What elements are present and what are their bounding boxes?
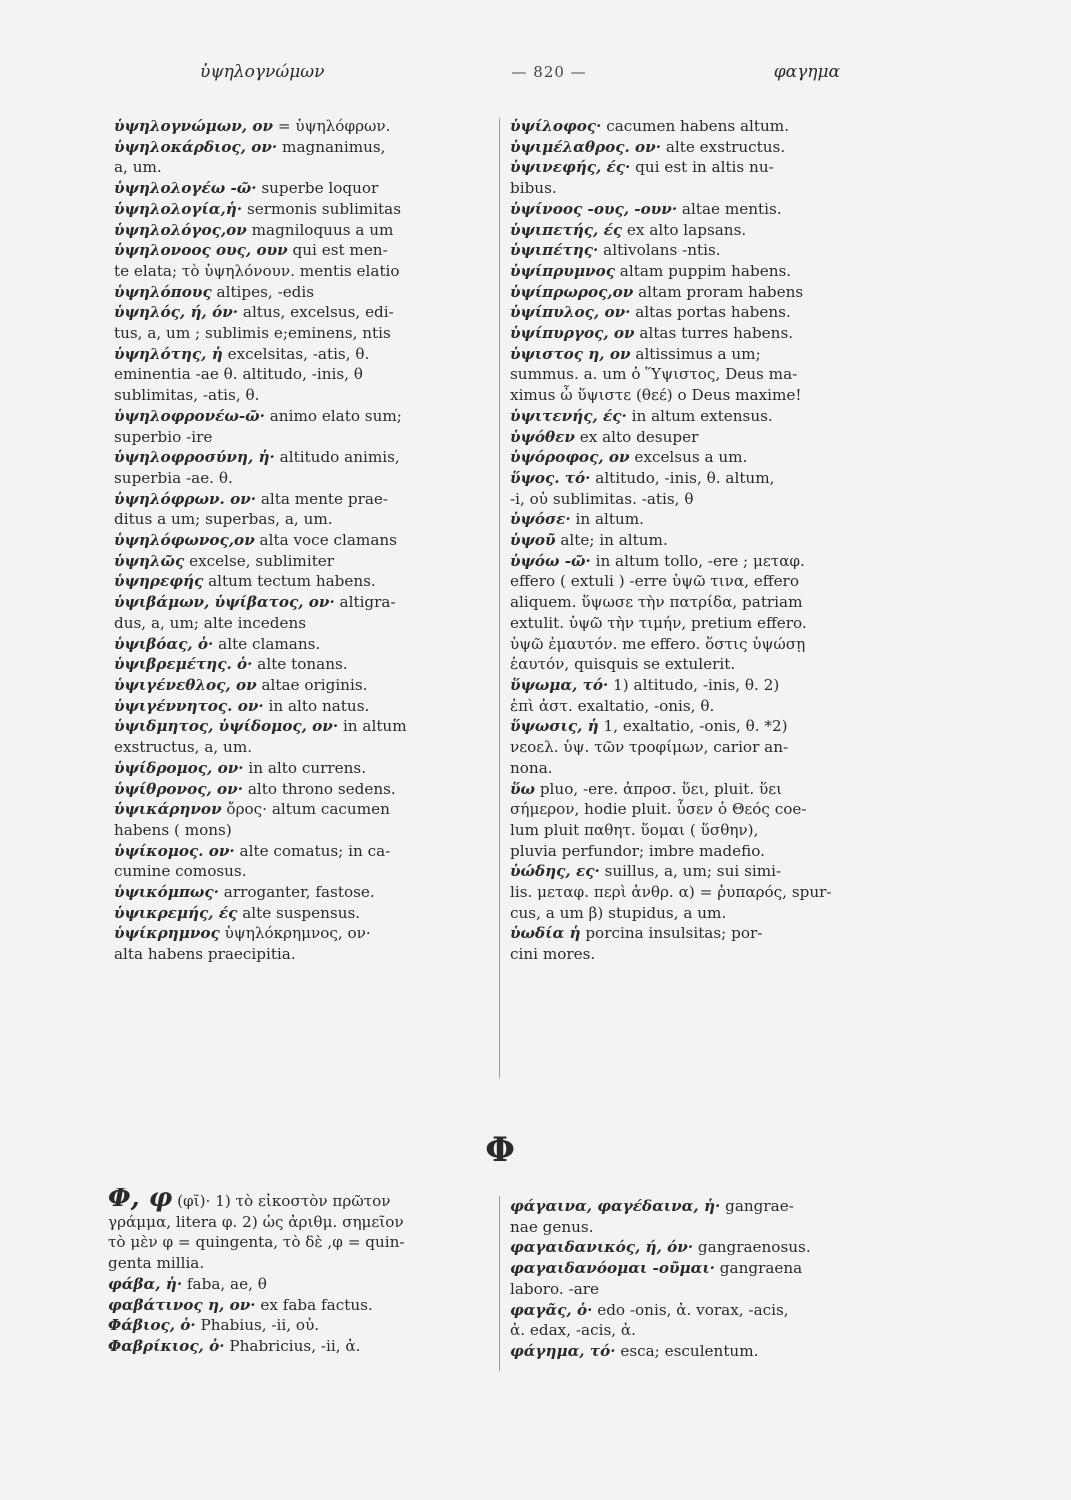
entry-line	[114, 613, 494, 634]
entry-line	[510, 675, 885, 696]
entry-line	[114, 199, 494, 220]
entry-line	[510, 1196, 885, 1217]
column-divider	[499, 118, 500, 1078]
headword: ὑψίκομος. ον·	[114, 841, 235, 860]
entry-line	[510, 385, 885, 406]
entry-line	[114, 820, 494, 841]
entry-line	[114, 634, 494, 655]
headword: ὑψοῦ	[510, 531, 556, 550]
definition: gangraenosus.	[693, 1238, 811, 1257]
entry-line	[510, 820, 885, 841]
definition: gangrae-	[720, 1197, 794, 1215]
entry-line	[510, 509, 885, 530]
headword: ὑψηλογνώμων, ον	[114, 117, 274, 135]
definition: superbe loquor	[256, 179, 379, 198]
left-column-bottom	[108, 1188, 490, 1357]
entry-line	[114, 675, 494, 696]
entry-line	[114, 944, 494, 965]
entry-line	[510, 944, 885, 965]
entry-line	[510, 571, 885, 592]
definition: altivolans -ntis.	[598, 241, 721, 260]
definition: alte suspensus.	[237, 903, 361, 922]
entry-line	[510, 1341, 885, 1362]
definition: Phabius, -ii, οὐ.	[195, 1316, 320, 1335]
definition: laboro. -are	[510, 1279, 600, 1298]
definition: altas portas habens.	[630, 303, 791, 322]
entry-line	[510, 1320, 885, 1341]
entry-line	[114, 696, 494, 717]
entry-line	[510, 1217, 885, 1238]
definition: gangraena	[714, 1259, 803, 1278]
section-letter: Φ	[485, 1130, 515, 1170]
entry-line	[114, 364, 494, 385]
headword: ὑψηλός, ή, όν·	[114, 303, 239, 322]
definition: σήμερον, hodie pluit. ὗσεν ὁ Θεός coe-	[510, 800, 807, 819]
headword: ὑψηλῶς	[114, 551, 185, 570]
entry-line	[114, 716, 494, 737]
definition: ex alto desuper	[574, 427, 699, 446]
entry-line	[114, 406, 494, 427]
entry-line	[510, 613, 885, 634]
entry-line	[510, 261, 885, 282]
definition: animo elato sum;	[264, 406, 402, 425]
headword: Φάβιος, ὁ·	[108, 1316, 196, 1335]
headword: Φαβρίκιος, ὁ·	[108, 1336, 225, 1355]
entry-line	[114, 282, 494, 303]
headword: ὑψιβρεμέτης. ὁ·	[114, 655, 253, 674]
headword: ὑψίδρομος, ον·	[114, 758, 244, 777]
entry-line	[510, 903, 885, 924]
right-column-bottom	[510, 1196, 885, 1362]
entry-line	[510, 406, 885, 427]
definition: -i, οὐ sublimitas. -atis, θ	[510, 489, 694, 508]
definition: magniloquus a um	[246, 220, 394, 239]
definition: altae mentis.	[677, 199, 782, 218]
definition: excelse, sublimiter	[184, 551, 335, 570]
definition: altissimus a um;	[630, 344, 761, 363]
entry-line	[510, 364, 885, 385]
entry-line	[510, 137, 885, 158]
headword: φαγαιδανικός, ή, όν·	[510, 1238, 694, 1257]
headword: Φ, φ	[108, 1188, 173, 1212]
entry-line	[114, 571, 494, 592]
definition: cumine comosus.	[114, 862, 247, 881]
definition: nae genus.	[510, 1217, 594, 1236]
definition: alte; in altum.	[555, 531, 668, 550]
headword: ὑψηλοκάρδιος, ον·	[114, 137, 278, 156]
definition: effero ( extuli ) -erre ὑψῶ τινα, effero	[510, 572, 799, 591]
definition: cacumen habens altum.	[601, 117, 790, 135]
definition: alte clamans.	[213, 634, 321, 653]
entry-line	[510, 199, 885, 220]
definition: alta mente prae-	[256, 489, 389, 508]
left-column-top	[114, 116, 494, 965]
headword: ὑψιστος η, ον	[510, 344, 631, 363]
definition: ex faba factus.	[255, 1295, 373, 1314]
headword: ὑψόω -ῶ·	[510, 551, 591, 570]
column-divider-bottom	[499, 1196, 500, 1371]
definition: faba, ae, θ	[182, 1274, 267, 1293]
definition: Phabricius, -ii, ἀ.	[224, 1336, 361, 1355]
definition: summus. a. um ὁ Ὕψιστος, Deus ma-	[510, 365, 798, 384]
headword: ὑψόθεν	[510, 427, 575, 446]
definition: eminentia -ae θ. altitudo, -inis, θ	[114, 365, 363, 384]
definition: tus, a, um ; sublimis e;eminens, ntis	[114, 324, 391, 343]
entry-line	[510, 882, 885, 903]
definition: lis. μεταφ. περὶ ἀνθρ. α) = ῥυπαρός, spur-	[510, 883, 832, 902]
entry-line	[510, 468, 885, 489]
headword: ὑψιδμητος, ὑψίδομος, ον·	[114, 717, 339, 736]
entry-line	[114, 344, 494, 365]
headword: ὑψικρεμής, ές	[114, 903, 238, 922]
headword: ὕψωσις, ἡ	[510, 717, 599, 736]
definition: altigra-	[334, 593, 396, 612]
headword: φαγᾶς, ὁ·	[510, 1300, 593, 1319]
definition: ὄρος· altum cacumen	[221, 800, 390, 819]
headword: ὑψηλόφρων. ον·	[114, 489, 257, 508]
headword: ὑψιγένεθλος, ον	[114, 675, 257, 694]
headword: ὑψηλότης, ἡ	[114, 344, 223, 363]
entry-line	[510, 1279, 885, 1300]
headword: ὑψηλολογέω -ῶ·	[114, 179, 257, 198]
definition: pluvia perfundor; imbre madefio.	[510, 841, 765, 860]
entry-line	[510, 737, 885, 758]
definition: genta millia.	[108, 1254, 205, 1273]
headword: ὑψηλονοος ους, ουν	[114, 241, 288, 260]
entry-line	[114, 178, 494, 199]
headword: ὑψηλόπους	[114, 282, 212, 301]
headword: ὑψιμέλαθρος. ον·	[510, 137, 662, 156]
definition: 1, exaltatio, -onis, θ. *2)	[598, 717, 788, 736]
definition: ὑψηλόκρημνος, ον·	[219, 924, 371, 943]
entry-line	[510, 841, 885, 862]
headword: ὑωδία ἡ	[510, 924, 581, 943]
definition: altipes, -edis	[211, 282, 315, 301]
entry-line	[510, 344, 885, 365]
definition: ἐπὶ ἀστ. exaltatio, -onis, θ.	[510, 696, 715, 715]
headword: ὑψηλοφροσύνη, ἡ·	[114, 448, 275, 467]
definition: a, um.	[114, 158, 162, 177]
definition: ex alto lapsans.	[622, 220, 747, 239]
definition: altam puppim habens.	[614, 261, 792, 280]
entry-line	[114, 779, 494, 800]
definition: arroganter, fastose.	[218, 883, 375, 902]
entry-line	[510, 282, 885, 303]
entry-line	[510, 489, 885, 510]
entry-line	[114, 447, 494, 468]
entry-line	[510, 634, 885, 655]
headword: ὑψιβόας, ὁ·	[114, 634, 214, 653]
headword: ὑψίνοος -ους, -ουν·	[510, 199, 678, 218]
definition: cus, a um β) stupidus, a um.	[510, 903, 727, 922]
definition: exstructus, a, um.	[114, 738, 253, 757]
entry-line	[510, 799, 885, 820]
headword: ὕω	[510, 779, 535, 798]
entry-line	[114, 882, 494, 903]
entry-line	[510, 302, 885, 323]
headword: ὑψίθρονος, ον·	[114, 779, 243, 798]
definition: alte tonans.	[252, 655, 348, 674]
headword: φαβάτινος η, ον·	[108, 1295, 256, 1314]
entry-line	[510, 654, 885, 675]
entry-line	[510, 861, 885, 882]
entry-line	[114, 592, 494, 613]
left-guide-word: ὑψηλογνώμων	[200, 62, 325, 82]
definition: alte comatus; in ca-	[234, 841, 391, 860]
entry-line	[114, 923, 494, 944]
headword: ὑψίκρημνος	[114, 924, 220, 943]
definition: in altum extensus.	[626, 406, 773, 425]
definition: bibus.	[510, 179, 557, 198]
definition: in alto currens.	[243, 758, 367, 777]
headword: ὑψηλολογία,ἡ·	[114, 199, 243, 218]
definition: qui est in altis nu-	[630, 158, 774, 177]
entry-line	[114, 799, 494, 820]
headword: ὑψηλοφρονέω-ῶ·	[114, 406, 265, 425]
entry-line	[510, 1237, 885, 1258]
headword: ὑψηλολόγος,ον	[114, 220, 247, 239]
headword: ὑψικάρηνον	[114, 800, 222, 819]
definition: altitudo, -inis, θ. altum,	[590, 468, 775, 487]
definition: pluo, -ere. ἀπροσ. ὕει, pluit. ὕει	[535, 779, 783, 798]
headword: ὑψιβάμων, ὑψίβατος, ον·	[114, 593, 335, 612]
headword: ὑψόροφος, ον	[510, 448, 630, 467]
definition: suillus, a, um; sui simi-	[599, 862, 782, 881]
definition: extulit. ὑψῶ τὴν τιμήν, pretium effero.	[510, 613, 807, 632]
entry-line	[108, 1295, 490, 1316]
headword: φάγαινα, φαγέδαινα, ἡ·	[510, 1197, 721, 1215]
headword: ὑψιπέτης·	[510, 241, 599, 260]
entry-line	[114, 530, 494, 551]
entry-line	[114, 385, 494, 406]
entry-line	[108, 1274, 490, 1295]
entry-line	[510, 157, 885, 178]
definition: te elata; τὸ ὑψηλόνουν. mentis elatio	[114, 261, 400, 280]
definition: superbia -ae. θ.	[114, 468, 233, 487]
headword: ὕψος. τό·	[510, 468, 591, 487]
definition: alto throno sedens.	[243, 779, 396, 798]
entry-line	[510, 240, 885, 261]
entry-line	[114, 468, 494, 489]
entry-line	[510, 427, 885, 448]
definition: qui est men-	[287, 241, 388, 260]
definition: ditus a um; superbas, a, um.	[114, 510, 333, 529]
definition: esca; esculentum.	[615, 1341, 759, 1360]
definition: altas turres habens.	[634, 324, 794, 343]
headword: ὑψινεφής, ές·	[510, 158, 631, 177]
definition: aliquem. ὕψωσε τὴν πατρίδα, patriam	[510, 593, 803, 612]
definition: ἀ. edax, -acis, ἀ.	[510, 1321, 636, 1340]
definition: (φῖ)· 1) τὸ εἰκοστὸν πρῶτον	[172, 1192, 391, 1210]
headword: ὑψίπρωρος,ον	[510, 282, 634, 301]
headword: ὑψιτενής, ές·	[510, 406, 627, 425]
entry-line	[114, 758, 494, 779]
definition: dus, a, um; alte incedens	[114, 613, 307, 632]
entry-line	[114, 903, 494, 924]
entry-line	[108, 1188, 490, 1212]
definition: magnanimus,	[277, 137, 386, 156]
headword: ὑψιγέννητος. ον·	[114, 696, 264, 715]
entry-line	[510, 758, 885, 779]
definition: altum tectum habens.	[203, 572, 376, 591]
entry-line	[114, 220, 494, 241]
entry-line	[114, 654, 494, 675]
definition: sermonis sublimitas	[242, 199, 402, 218]
definition: lum pluit παθητ. ὕομαι ( ὕσθην),	[510, 820, 759, 839]
entry-line	[114, 489, 494, 510]
definition: altae originis.	[256, 675, 368, 694]
entry-line	[510, 716, 885, 737]
definition: ἑαυτόν, quisquis se extulerit.	[510, 655, 736, 674]
entry-line	[114, 841, 494, 862]
entry-line	[114, 737, 494, 758]
definition: altus, excelsus, edi-	[238, 303, 394, 322]
headword: φαγαιδανόομαι -οῦμαι·	[510, 1259, 715, 1278]
definition: alta habens praecipitia.	[114, 945, 296, 964]
entry-line	[114, 861, 494, 882]
definition: alte exstructus.	[661, 137, 786, 156]
headword: ὑψόσε·	[510, 510, 571, 529]
definition: alta voce clamans	[254, 531, 397, 550]
definition: in alto natus.	[263, 696, 370, 715]
definition: superbio -ire	[114, 427, 213, 446]
definition: ὑψῶ ἐμαυτόν. me effero. ὅστις ὑψώσῃ	[510, 634, 806, 653]
entry-line	[510, 592, 885, 613]
headword: ὑψίπρυμνος	[510, 261, 615, 280]
entry-line	[114, 116, 494, 137]
entry-line	[114, 509, 494, 530]
entry-line	[108, 1232, 490, 1253]
entry-line	[114, 551, 494, 572]
definition: νεοελ. ὑψ. τῶν τροφίμων, carior an-	[510, 738, 789, 757]
entry-line	[510, 779, 885, 800]
definition: τὸ μὲν φ = quingenta, τὸ δὲ ,φ = quin-	[108, 1233, 405, 1252]
headword: ὑψίπυλος, ον·	[510, 303, 631, 322]
entry-line	[108, 1315, 490, 1336]
headword: ὕψωμα, τό·	[510, 675, 609, 694]
headword: ὑψίλοφος·	[510, 117, 602, 135]
definition: in altum tollo, -ere ; μεταφ.	[590, 551, 805, 570]
definition: excelsitas, -atis, θ.	[222, 344, 370, 363]
right-column-top	[510, 116, 885, 965]
entry-line	[114, 427, 494, 448]
entry-line	[510, 220, 885, 241]
entry-line	[510, 923, 885, 944]
entry-line	[510, 447, 885, 468]
entry-line	[510, 530, 885, 551]
headword: ὑψιπετής, ές	[510, 220, 623, 239]
entry-line	[510, 1300, 885, 1321]
entry-line	[114, 302, 494, 323]
headword: ὑψικόμπως·	[114, 883, 219, 902]
definition: in altum.	[570, 510, 645, 529]
entry-line	[108, 1212, 490, 1233]
definition: nona.	[510, 758, 553, 777]
entry-line	[114, 323, 494, 344]
entry-line	[510, 1258, 885, 1279]
definition: 1) altitudo, -inis, θ. 2)	[608, 675, 780, 694]
definition: γράμμα, litera φ. 2) ὡς ἀριθμ. σημεῖον	[108, 1212, 404, 1231]
entry-line	[510, 323, 885, 344]
right-guide-word: φαγημα	[773, 62, 840, 82]
definition: cini mores.	[510, 945, 596, 964]
definition: porcina insulsitas; por-	[580, 924, 763, 943]
definition: habens ( mons)	[114, 820, 232, 839]
entry-line	[114, 240, 494, 261]
entry-line	[114, 137, 494, 158]
entry-line	[114, 261, 494, 282]
entry-line	[510, 696, 885, 717]
definition: sublimitas, -atis, θ.	[114, 386, 260, 405]
definition: = ὑψηλόφρων.	[273, 117, 391, 135]
entry-line	[108, 1336, 490, 1357]
definition: excelsus a um.	[629, 448, 748, 467]
page-number: — 820 —	[511, 63, 587, 81]
headword: ὑψηρεφής	[114, 572, 204, 591]
definition: ximus ὦ ὕψιστε (θεέ) o Deus maxime!	[510, 386, 802, 405]
definition: edo -onis, ἀ. vorax, -acis,	[592, 1300, 789, 1319]
entry-line	[108, 1253, 490, 1274]
entry-line	[114, 157, 494, 178]
headword: ὑψηλόφωνος,ον	[114, 531, 255, 550]
definition: altam proram habens	[633, 282, 804, 301]
definition: altitudo animis,	[274, 448, 400, 467]
page-header	[200, 62, 840, 82]
entry-line	[510, 116, 885, 137]
entry-line	[510, 551, 885, 572]
entry-line	[510, 178, 885, 199]
definition: in altum	[338, 717, 407, 736]
headword: ὑώδης, ες·	[510, 862, 600, 881]
headword: ὑψίπυργος, ον	[510, 324, 635, 343]
headword: φάβα, ἡ·	[108, 1274, 183, 1293]
headword: φάγημα, τό·	[510, 1341, 616, 1360]
